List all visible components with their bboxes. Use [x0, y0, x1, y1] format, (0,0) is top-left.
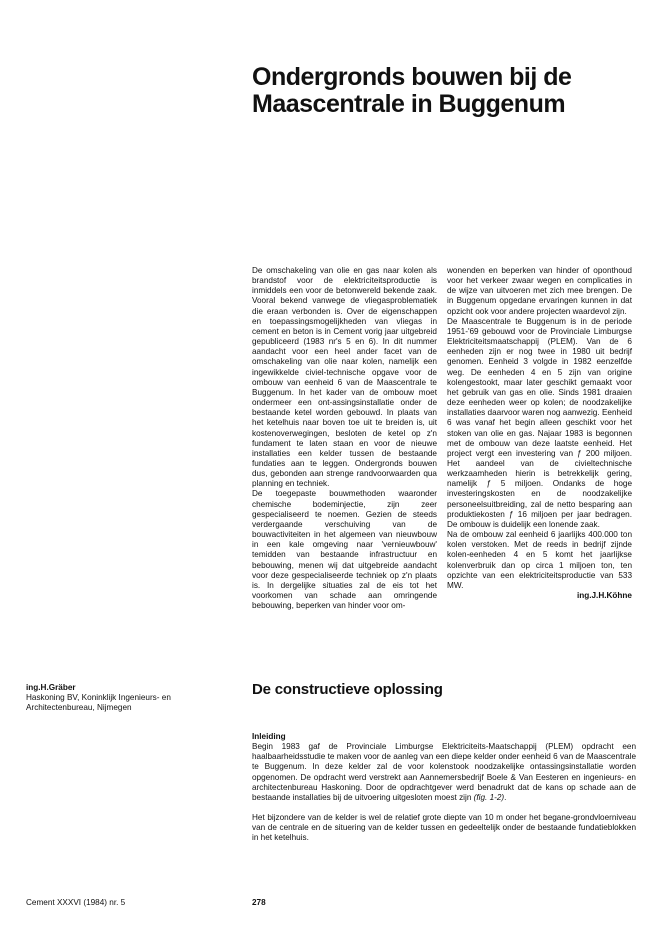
section-body: [252, 732, 636, 854]
title-line-2: Maascentrale in Buggenum: [252, 90, 566, 118]
page-number: 278: [252, 898, 266, 907]
author-block: [26, 683, 241, 713]
intro-paragraph: Na de ombouw zal eenheid 6 jaarlijks 400.000 ton kolen verstoken. Met de reeds in bedrijf zijnde kolen-eenheden 4 en 5 komt het jaarlijkse kolenverbruik dan op circa 1 miljoen ton, ten opzichte van een elektriciteitsproductie van 533 MW.: [447, 530, 632, 590]
intro-paragraph: De omschakeling van olie en gas naar kolen als brandstof voor de elektriciteitsproductie is inmiddels een voor de betonwereld bekende zaak. Vooral bekend vanwege de vliegasproblematiek die eraan verbonden is. Over de eigenschappen en toepassingsmogelijkheden van vliegas in cement en beton is in Cement vorig jaar uitgebreid gepubliceerd (1983 nr's 5 en 6). In dit nummer aandacht voor een heel ander facet van de omschakeling van olie naar kolen, namelijk een ingewikkelde civiel-technische opgave voor de ombouw van eenheid 6 van de Maascentrale te Buggenum. In het kader van de ombouw moet ondermeer een ont-assingsinstallatie onder de bestaande ketel worden gebouwd. In plaats van het ketelhuis naar boven toe uit te breiden is, uit kostenoverwegingen, besloten de ketel op z'n fundament te laten staan en voor de nieuwe installaties een kelder tussen de bestaande fundaties aan te leggen. Ondergronds bouwen dus, gebonden aan strenge randvoorwaarden qua planning en techniek.: [252, 266, 437, 489]
intro-paragraph: wonenden en beperken van hinder of oponthoud voor het verkeer zwaar wegen en complicaties in de wijze van uitvoeren met zich mee brengen. De in Buggenum opgedane ervaringen kunnen in dat opzicht ook voor andere projecten waardevol zijn.: [447, 266, 632, 316]
subheading: Inleiding: [252, 732, 286, 741]
section-title: De constructieve oplossing: [252, 681, 443, 698]
journal-citation: Cement XXXVI (1984) nr. 5: [26, 898, 126, 907]
author-affiliation: Architectenbureau, Nijmegen: [26, 703, 132, 713]
intro-paragraph: De toegepaste bouwmethoden waaronder chemische bodeminjectie, zijn zeer gespecialiseerd te noemen. Gezien de steeds verdergaande verschuiving van de bouwactiviteiten in het algemeen van nieuwbouw in een kale omgeving naar 'vernieuwbouw' temidden van bestaande infrastructuur en bebouwing, menen wij dat uitgebreide aandacht voor deze gespecialiseerde techniek op z'n plaats is. In dergelijke situaties zal de eis tot het voorkomen van schade aan omringende bebouwing, beperken van hinder voor om-: [252, 489, 437, 611]
intro-paragraph: De Maascentrale te Buggenum is in de periode 1951-'69 gebouwd voor de Provinciale Limburgse Elektriciteitsmaatschappij (PLEM). Van de 6 eenheden zijn er nog twee in 1980 uit bedrijf genomen. Eenheid 3 volgde in 1982 eenzelfde weg. De eenheden 4 en 5 zijn van origine kolengestookt, maar later geschikt gemaakt voor het gebruik van gas en olie. Sinds 1981 draaien deze eenheden weer op kolen; de noodzakelijke installaties daarvoor waren nog aanwezig. Eenheid 6 was vanaf het begin alleen geschikt voor het stoken van olie en gas. Najaar 1983 is begonnen met de ombouw van deze laatste eenheid. Het project vergt een investering van ƒ 200 miljoen. Het aandeel van de civieltechnische werkzaamheden hierin is betrekkelijk gering, namelijk ƒ 5 miljoen. Ondanks de hoge investeringskosten en de noodzakelijke personeelsuitbreiding, zal de netto besparing aan produktiekosten ƒ 16 miljoen per jaar bedragen. De ombouw is duidelijk een lonende zaak.: [447, 316, 632, 529]
intro-signature: ing.J.H.Köhne: [576, 591, 632, 600]
author-name: ing.H.Gräber: [26, 683, 76, 692]
intro-column-2: [447, 266, 632, 601]
title-line-1: Ondergronds bouwen bij de: [252, 63, 572, 91]
figure-reference: (fig. 1-2): [473, 792, 505, 802]
body-paragraph: Het bijzondere van de kelder is wel de relatief grote diepte van 10 m onder het begane-grondvloerniveau van de centrale en de situering van de kelder tussen en gedeeltelijk onder de bestaande fundatieblokken in het ketelhuis.: [252, 813, 636, 843]
intro-column-1: [252, 266, 437, 611]
author-affiliation: Haskoning BV, Koninklijk Ingenieurs- en: [26, 693, 171, 703]
body-text: .: [504, 792, 507, 802]
body-paragraph: [252, 742, 636, 803]
body-text: Begin 1983 gaf de Provinciale Limburgse Elektriciteits-Maatschappij (PLEM) opdracht een haalbaarheidsstudie te maken voor de aanleg van een diepe kelder onder eenheid 6 van de Maascentrale te Buggenum. In deze kelder zal de voor kolenstook noodzakelijke ontassingsinstallatie worden opgenomen. De opdracht werd verstrekt aan Aannemersbedrijf Boele & Van Eesteren en ingenieurs- en architectenbureau Haskoning. Door de opdrachtgever werd benadrukt dat de kans op schade aan de bestaande installaties bij de uitvoering uitgesloten moest zijn: [252, 742, 636, 802]
article-title: [252, 64, 642, 118]
